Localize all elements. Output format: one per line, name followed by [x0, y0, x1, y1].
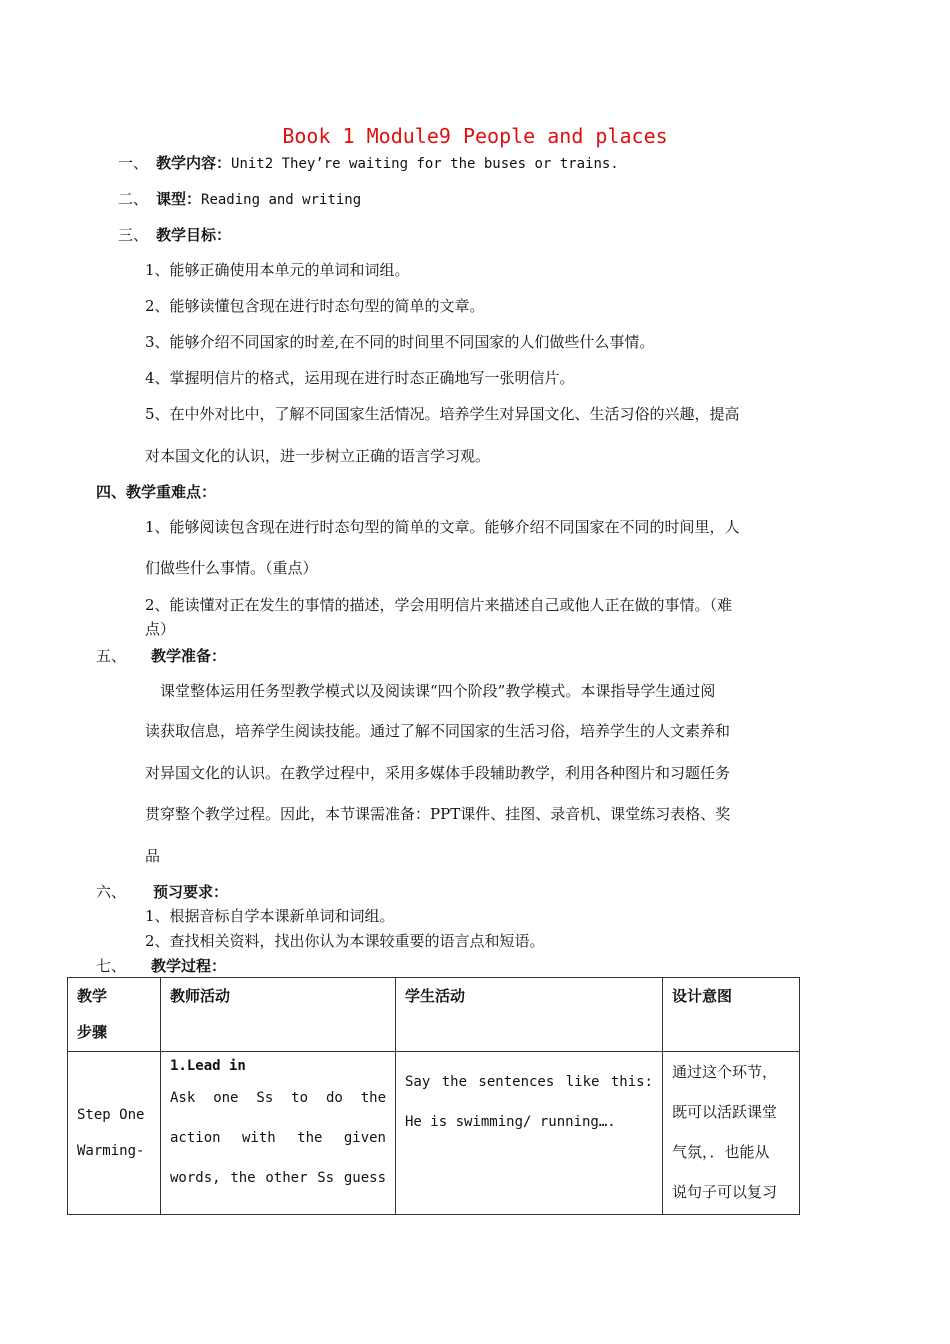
- section-label: 教学准备：: [151, 647, 227, 665]
- section-number: 一、: [118, 154, 149, 172]
- section-keypoints: [96, 481, 216, 502]
- table-header-row: [68, 978, 800, 1052]
- prep-line: 品: [145, 847, 161, 865]
- section-number: 七、: [96, 957, 127, 975]
- process-table: [67, 977, 800, 1215]
- goal-item: 3、能够介绍不同国家的时差,在不同的时间里不同国家的人们做些什么事情。: [145, 333, 655, 351]
- cell-student: Say the sentences like this: He is swimming/ running….: [396, 1052, 663, 1215]
- section-process: [96, 955, 226, 976]
- section-value: Unit2 They’re waiting for the buses or trains.: [231, 156, 619, 172]
- page-title: Book 1 Module9 People and places: [282, 124, 668, 148]
- goal-item: 5、在中外对比中，了解不同国家生活情况。培养学生对异国文化、生活习俗的兴趣，提高: [145, 405, 740, 423]
- keypoint-item: 们做些什么事情。（重点）: [145, 559, 318, 577]
- keypoint-item: 2、能读懂对正在发生的事情的描述，学会用明信片来描述自己或他人正在做的事情。（难: [145, 596, 733, 614]
- section-number: 三、: [118, 226, 149, 244]
- preview-item: 2、查找相关资料，找出你认为本课较重要的语言点和短语。: [145, 932, 545, 950]
- keypoint-item: 1、能够阅读包含现在进行时态句型的简单的文章。能够介绍不同国家在不同的时间里，人: [145, 518, 740, 536]
- section-content: [118, 152, 619, 173]
- section-label: 预习要求：: [153, 883, 229, 901]
- section-number: 五、: [96, 647, 127, 665]
- header-step: 教学 步骤: [68, 978, 161, 1052]
- header-student: 学生活动: [396, 978, 663, 1052]
- goal-item: 对本国文化的认识，进一步树立正确的语言学习观。: [145, 447, 491, 465]
- goal-item: 2、能够读懂包含现在进行时态句型的简单的文章。: [145, 297, 485, 315]
- goal-item: 1、能够正确使用本单元的单词和词组。: [145, 261, 410, 279]
- section-type: [118, 188, 361, 209]
- section-prep: [96, 645, 226, 666]
- prep-line: 课堂整体运用任务型教学模式以及阅读课“四个阶段”教学模式。本课指导学生通过阅: [160, 682, 716, 700]
- section-label: 教学目标：: [156, 226, 232, 244]
- section-label: 教学内容：: [156, 154, 232, 172]
- header-teacher: 教师活动: [161, 978, 396, 1052]
- section-label: 四、教学重难点：: [96, 483, 217, 501]
- cell-teacher: 1.Lead in Ask one Ss to do the action with the given words, the other Ss guess: [161, 1052, 396, 1215]
- prep-line: 读获取信息，培养学生阅读技能。通过了解不同国家的生活习俗，培养学生的人文素养和: [145, 722, 731, 740]
- preview-item: 1、根据音标自学本课新单词和词组。: [145, 907, 395, 925]
- keypoint-item: 点）: [145, 620, 176, 638]
- section-label: 教学过程：: [151, 957, 227, 975]
- prep-line: 贯穿整个教学过程。因此，本节课需准备：PPT课件、挂图、录音机、课堂练习表格、奖: [145, 805, 731, 823]
- table-row: [68, 1052, 800, 1215]
- section-preview: [96, 881, 228, 902]
- section-label: 课型：: [156, 190, 202, 208]
- cell-intent: 通过这个环节， 既可以活跃课堂 气氛，．也能从 说句子可以复习: [663, 1052, 800, 1215]
- teacher-activity-title: 1.Lead in: [170, 1058, 246, 1074]
- section-value: Reading and writing: [201, 192, 362, 208]
- goal-item: 4、掌握明信片的格式，运用现在进行时态正确地写一张明信片。: [145, 369, 575, 387]
- section-number: 六、: [96, 883, 127, 901]
- cell-step: Step One Warming-: [68, 1052, 161, 1215]
- section-number: 二、: [118, 190, 149, 208]
- prep-line: 对异国文化的认识。在教学过程中，采用多媒体手段辅助教学，利用各种图片和习题任务: [145, 764, 731, 782]
- section-goals: [118, 224, 231, 245]
- header-intent: 设计意图: [663, 978, 800, 1052]
